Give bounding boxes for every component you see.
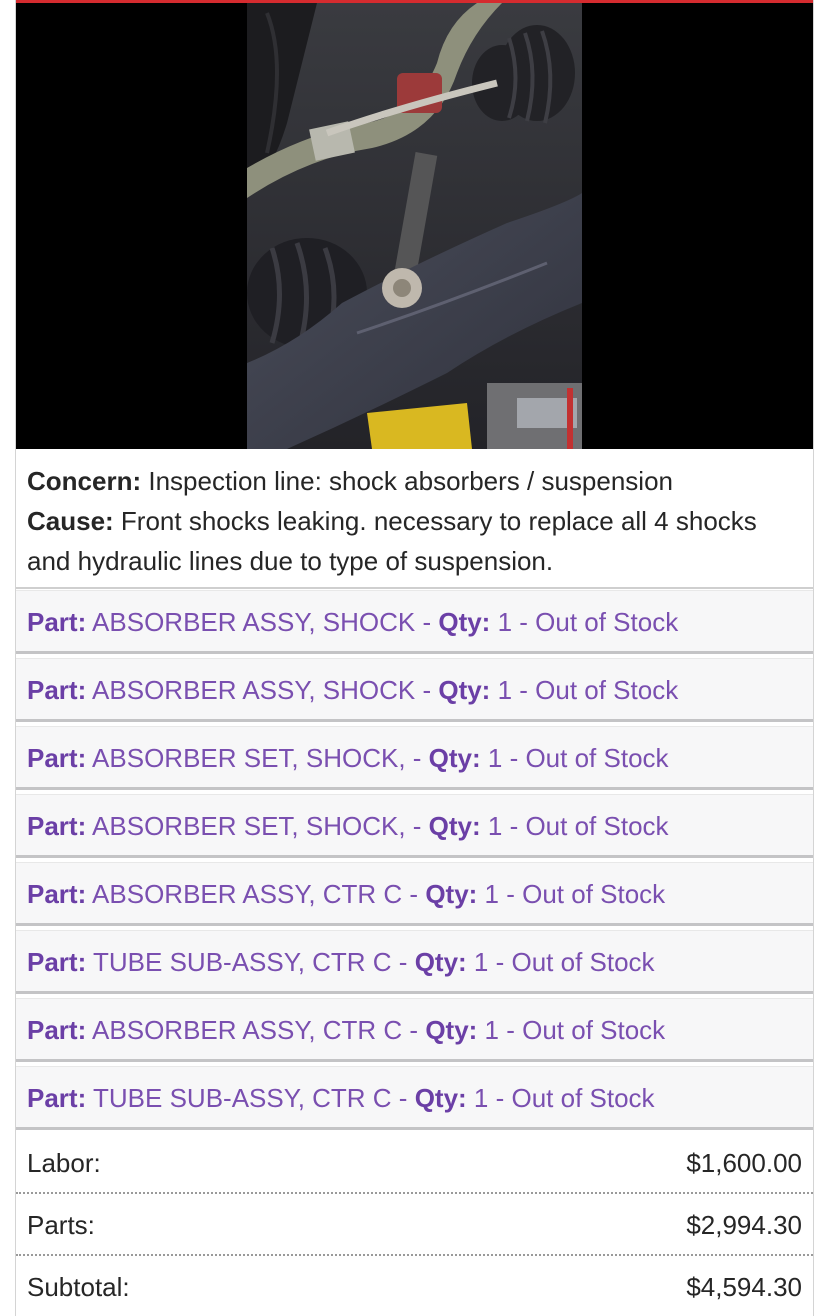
part-label: Part: — [27, 1015, 87, 1045]
part-label: Part: — [27, 1083, 87, 1113]
part-row[interactable] — [16, 862, 813, 926]
labor-row — [16, 1134, 813, 1194]
part-row[interactable] — [16, 1066, 813, 1130]
part-row[interactable] — [16, 590, 813, 654]
concern-line — [27, 461, 803, 501]
part-name: ABSORBER SET, SHOCK, - — [86, 743, 429, 773]
cause-line — [27, 501, 803, 581]
part-row[interactable] — [16, 794, 813, 858]
qty-status: 1 - Out of Stock — [466, 1083, 655, 1113]
qty-label: Qty: — [438, 675, 491, 705]
qty-label: Qty: — [428, 743, 481, 773]
part-name: ABSORBER ASSY, SHOCK - — [86, 675, 439, 705]
part-name: ABSORBER ASSY, CTR C - — [86, 1015, 426, 1045]
inspection-card — [15, 0, 814, 1316]
qty-label: Qty: — [428, 811, 481, 841]
qty-status: 1 - Out of Stock — [477, 1015, 666, 1045]
qty-status: 1 - Out of Stock — [490, 607, 679, 637]
parts-total-row — [16, 1196, 813, 1256]
qty-status: 1 - Out of Stock — [480, 743, 669, 773]
subtotal-row — [16, 1258, 813, 1316]
part-label: Part: — [27, 607, 87, 637]
part-label: Part: — [27, 811, 87, 841]
concern-label: Concern: — [27, 466, 142, 496]
part-row[interactable] — [16, 726, 813, 790]
qty-status: 1 - Out of Stock — [480, 811, 669, 841]
parts-list — [16, 590, 813, 1134]
qty-label: Qty: — [438, 607, 491, 637]
part-label: Part: — [27, 743, 87, 773]
part-label: Part: — [27, 675, 87, 705]
part-row[interactable] — [16, 998, 813, 1062]
part-name: ABSORBER SET, SHOCK, - — [86, 811, 429, 841]
part-row[interactable] — [16, 658, 813, 722]
qty-label: Qty: — [414, 947, 467, 977]
qty-status: 1 - Out of Stock — [477, 879, 666, 909]
qty-label: Qty: — [414, 1083, 467, 1113]
labor-value: $1,600.00 — [686, 1147, 802, 1178]
part-label: Part: — [27, 947, 87, 977]
qty-label: Qty: — [425, 1015, 478, 1045]
concern-cause-block — [16, 449, 813, 589]
totals-table — [16, 1134, 813, 1316]
parts-total-value: $2,994.30 — [686, 1209, 802, 1240]
labor-label: Labor: — [27, 1147, 101, 1178]
part-name: TUBE SUB-ASSY, CTR C - — [86, 1083, 415, 1113]
part-name: ABSORBER ASSY, SHOCK - — [86, 607, 439, 637]
concern-text: Inspection line: shock absorbers / suspension — [141, 466, 673, 496]
qty-status: 1 - Out of Stock — [466, 947, 655, 977]
subtotal-label: Subtotal: — [27, 1271, 130, 1302]
part-label: Part: — [27, 879, 87, 909]
qty-status: 1 - Out of Stock — [490, 675, 679, 705]
cause-label: Cause: — [27, 506, 114, 536]
inspection-media[interactable] — [16, 3, 813, 449]
part-name: ABSORBER ASSY, CTR C - — [86, 879, 426, 909]
qty-label: Qty: — [425, 879, 478, 909]
parts-total-label: Parts: — [27, 1209, 95, 1240]
subtotal-value: $4,594.30 — [686, 1271, 802, 1302]
part-row[interactable] — [16, 930, 813, 994]
part-name: TUBE SUB-ASSY, CTR C - — [86, 947, 415, 977]
cause-text: Front shocks leaking. necessary to replace all 4 shocks and hydraulic lines due to type of suspension. — [27, 506, 757, 576]
suspension-photo[interactable] — [247, 3, 582, 449]
